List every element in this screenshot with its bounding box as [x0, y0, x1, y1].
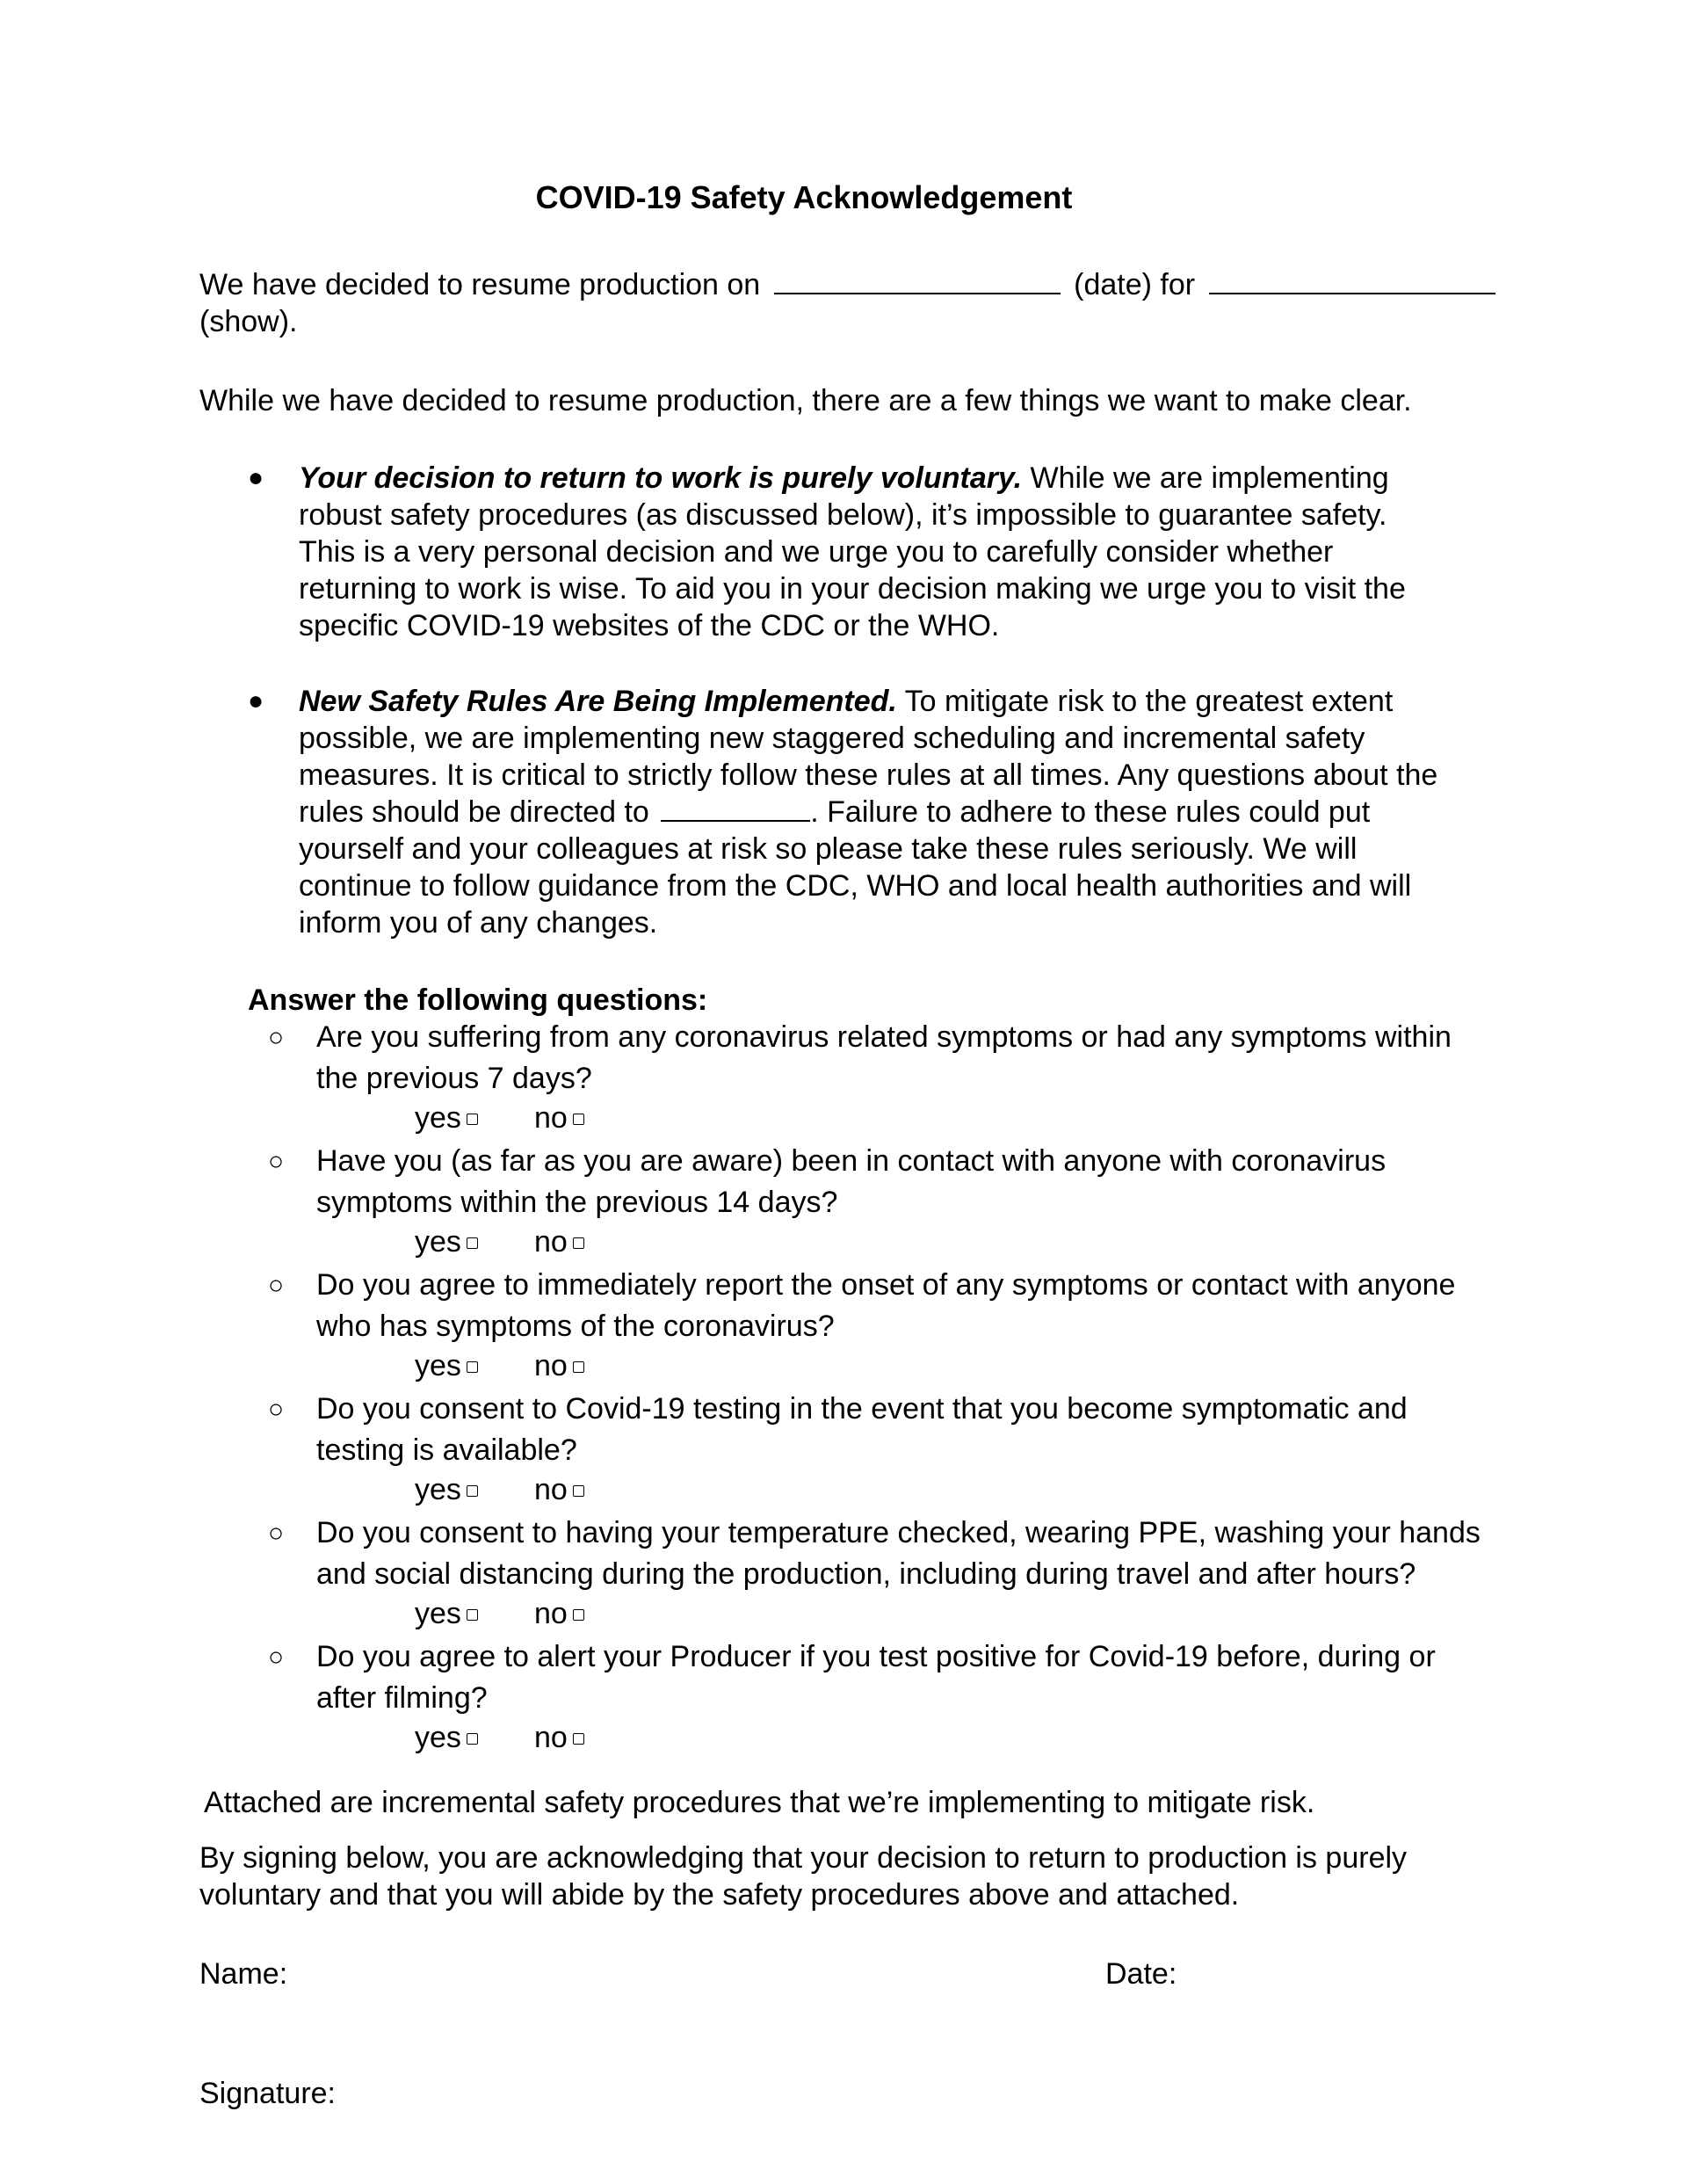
- no-label: no: [534, 1101, 568, 1135]
- clear-line: While we have decided to resume production, there are a few things we want to make clear.: [199, 384, 1412, 417]
- question-4-line-1: Do you consent to Covid-19 testing in the event that you become symptomatic and: [316, 1392, 1408, 1426]
- checkbox-icon[interactable]: [467, 1237, 478, 1249]
- no-label: no: [534, 1597, 568, 1630]
- date-field-label: Date:: [1105, 1957, 1177, 1991]
- circle-bullet-icon: ○: [268, 1643, 285, 1672]
- no-label: no: [534, 1473, 568, 1506]
- bullet-2-line-6: continue to follow guidance from the CDC, WHO and local health authorities and will: [299, 869, 1412, 903]
- bullet-2-line-4: [299, 794, 1467, 831]
- question-6-no-option[interactable]: [534, 1719, 584, 1756]
- show-blank[interactable]: [1209, 266, 1495, 294]
- checkbox-icon[interactable]: [467, 1114, 478, 1125]
- question-6-line-1: Do you agree to alert your Producer if you test positive for Covid-19 before, during or: [316, 1640, 1436, 1673]
- question-6-line-2: after filming?: [316, 1681, 488, 1715]
- name-field-label: Name:: [199, 1957, 288, 1991]
- bullet-2-line-5: yourself and your colleagues at risk so please take these rules seriously. We will: [299, 832, 1358, 866]
- bullet-1-bold: Your decision to return to work is purely voluntary.: [299, 461, 1023, 495]
- signing-line-1: By signing below, you are acknowledging that your decision to return to production is purely: [199, 1841, 1408, 1875]
- signing-line-2: voluntary and that you will abide by the safety procedures above and attached.: [199, 1878, 1240, 1912]
- document-title: COVID-19 Safety Acknowledgement: [535, 179, 1073, 215]
- contact-blank[interactable]: [661, 794, 810, 822]
- circle-bullet-icon: ○: [268, 1147, 285, 1176]
- intro-line: [199, 266, 1517, 303]
- yes-label: yes: [415, 1721, 461, 1754]
- bullet-1-line-3: This is a very personal decision and we urge you to carefully consider whether: [299, 535, 1334, 569]
- questions-heading: Answer the following questions:: [248, 983, 708, 1017]
- bullet-1-line-1: [299, 460, 1467, 497]
- yes-label: yes: [415, 1597, 461, 1630]
- checkbox-icon[interactable]: [467, 1485, 478, 1497]
- bullet-icon: ●: [248, 686, 264, 715]
- signature-field-label: Signature:: [199, 2077, 336, 2110]
- no-label: no: [534, 1225, 568, 1259]
- bullet-1-line-2: robust safety procedures (as discussed below), it’s impossible to guarantee safety.: [299, 498, 1387, 532]
- yes-label: yes: [415, 1349, 461, 1382]
- question-6-yes-option[interactable]: [415, 1719, 478, 1756]
- intro-text-1: We have decided to resume production on: [199, 268, 761, 301]
- question-2-line-2: symptoms within the previous 14 days?: [316, 1186, 838, 1219]
- bullet-2-bold: New Safety Rules Are Being Implemented.: [299, 685, 897, 718]
- attached-line: Attached are incremental safety procedures that we’re implementing to mitigate risk.: [204, 1786, 1315, 1819]
- question-4-no-option[interactable]: [534, 1471, 584, 1508]
- bullet-icon: ●: [248, 463, 264, 492]
- checkbox-icon[interactable]: [573, 1237, 584, 1249]
- circle-bullet-icon: ○: [268, 1395, 285, 1424]
- question-2-line-1: Have you (as far as you are aware) been in contact with anyone with coronavirus: [316, 1144, 1387, 1178]
- bullet-2-line-3: measures. It is critical to strictly follow these rules at all times. Any questions about the: [299, 758, 1438, 792]
- no-label: no: [534, 1721, 568, 1754]
- question-5-line-1: Do you consent to having your temperature checked, wearing PPE, washing your hands: [316, 1516, 1481, 1549]
- question-3-yes-option[interactable]: [415, 1347, 478, 1384]
- bullet-2-line-2: possible, we are implementing new staggered scheduling and incremental safety: [299, 722, 1365, 755]
- intro-show: (show).: [199, 305, 298, 338]
- circle-bullet-icon: ○: [268, 1519, 285, 1548]
- checkbox-icon[interactable]: [573, 1485, 584, 1497]
- bullet-2-line-7: inform you of any changes.: [299, 906, 658, 940]
- bullet-1-line-4: returning to work is wise. To aid you in your decision making we urge you to visit the: [299, 572, 1406, 606]
- bullet-1-text: While we are implementing: [1030, 461, 1389, 495]
- question-1-line-2: the previous 7 days?: [316, 1062, 592, 1095]
- yes-label: yes: [415, 1225, 461, 1259]
- question-3-line-1: Do you agree to immediately report the onset of any symptoms or contact with anyone: [316, 1268, 1456, 1302]
- question-3-line-2: who has symptoms of the coronavirus?: [316, 1310, 835, 1343]
- checkbox-icon[interactable]: [573, 1609, 584, 1621]
- yes-label: yes: [415, 1473, 461, 1506]
- question-5-no-option[interactable]: [534, 1595, 584, 1632]
- failure-text: . Failure to adhere to these rules could put: [810, 795, 1371, 829]
- circle-bullet-icon: ○: [268, 1023, 285, 1052]
- bullet-2-line-1: [299, 683, 1467, 720]
- directed-to-text: rules should be directed to: [299, 795, 649, 829]
- date-blank[interactable]: [774, 266, 1061, 294]
- checkbox-icon[interactable]: [573, 1361, 584, 1373]
- bullet-1-line-5: specific COVID-19 websites of the CDC or the WHO.: [299, 609, 1000, 642]
- question-1-line-1: Are you suffering from any coronavirus related symptoms or had any symptoms within: [316, 1020, 1452, 1054]
- circle-bullet-icon: ○: [268, 1271, 285, 1300]
- question-2-no-option[interactable]: [534, 1223, 584, 1260]
- question-5-yes-option[interactable]: [415, 1595, 478, 1632]
- bullet-2-text: To mitigate risk to the greatest extent: [904, 685, 1394, 718]
- question-3-no-option[interactable]: [534, 1347, 584, 1384]
- checkbox-icon[interactable]: [467, 1361, 478, 1373]
- question-4-yes-option[interactable]: [415, 1471, 478, 1508]
- yes-label: yes: [415, 1101, 461, 1135]
- question-1-no-option[interactable]: [534, 1099, 584, 1136]
- question-4-line-2: testing is available?: [316, 1433, 577, 1467]
- checkbox-icon[interactable]: [573, 1733, 584, 1745]
- checkbox-icon[interactable]: [467, 1733, 478, 1745]
- no-label: no: [534, 1349, 568, 1382]
- checkbox-icon[interactable]: [573, 1114, 584, 1125]
- question-2-yes-option[interactable]: [415, 1223, 478, 1260]
- question-5-line-2: and social distancing during the production, including during travel and after hours?: [316, 1557, 1416, 1591]
- checkbox-icon[interactable]: [467, 1609, 478, 1621]
- intro-text-2: (date) for: [1074, 268, 1196, 301]
- question-1-yes-option[interactable]: [415, 1099, 478, 1136]
